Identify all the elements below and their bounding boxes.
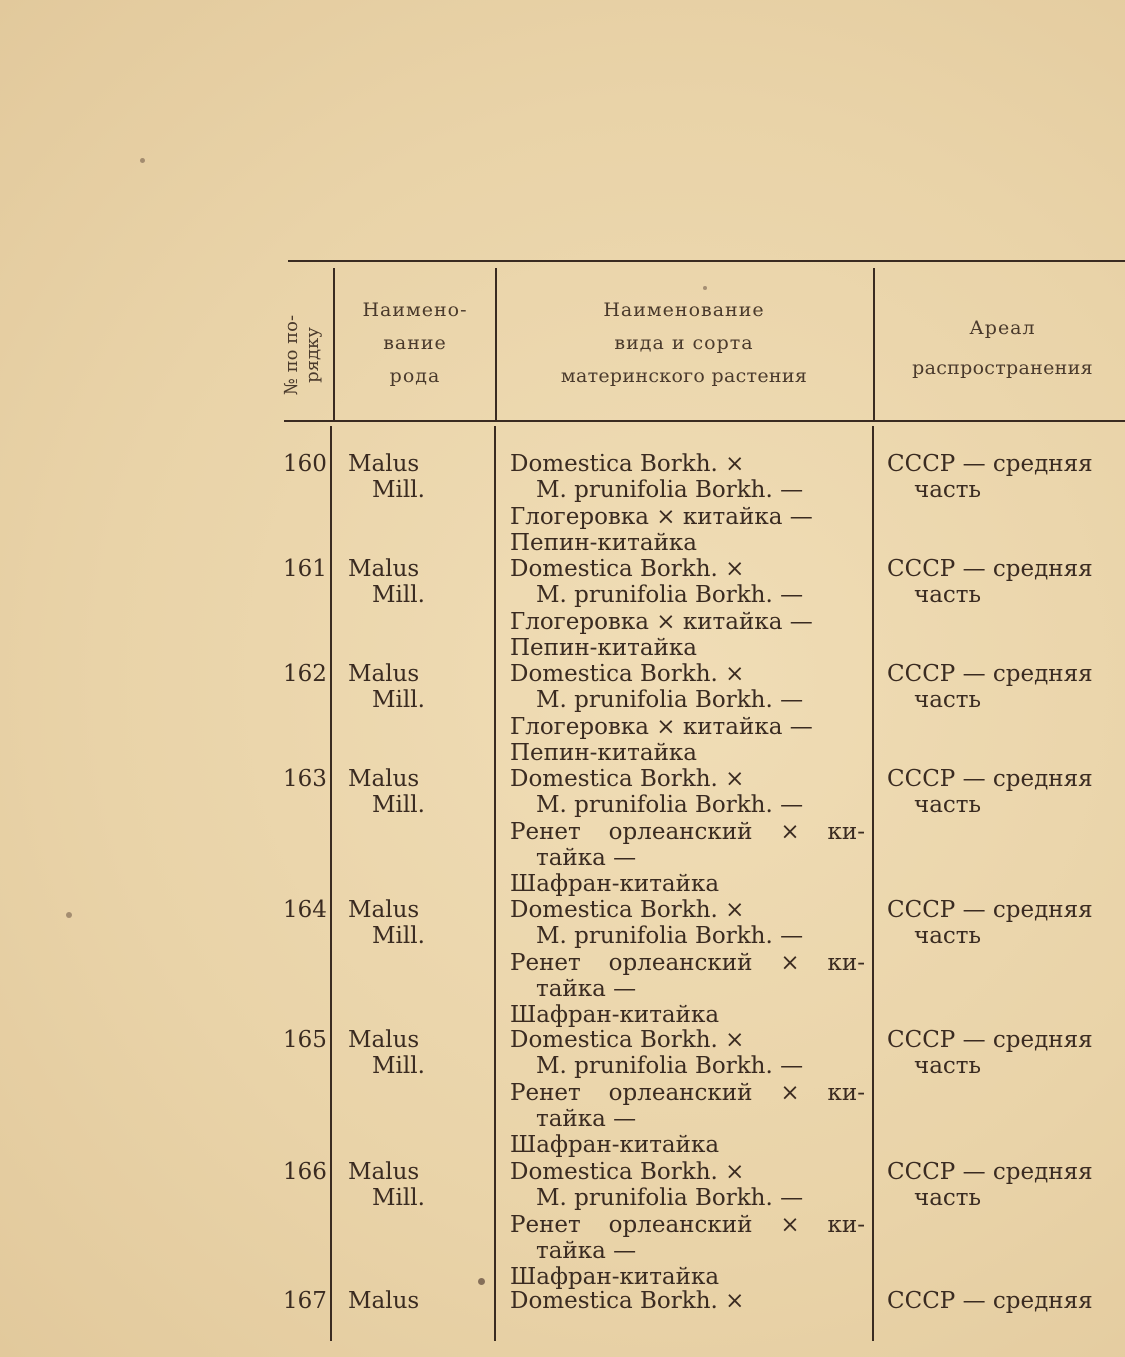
header-area: Ареал распространения — [912, 317, 1093, 379]
genus-cell: Malus Mill. — [348, 661, 425, 714]
row-number: 161 — [283, 556, 327, 582]
species-cell: Domestica Borkh. × — [510, 1288, 745, 1314]
genus-cell: Malus — [348, 1288, 420, 1314]
species-cell: Domestica Borkh. × M. prunifolia Borkh. — Ренет орлеанский × ки- тайка — Шафран-китайка — [510, 766, 865, 898]
genus-cell: Malus Mill. — [348, 556, 425, 609]
area-cell: СССР — средняя часть — [887, 661, 1093, 714]
area-cell: СССР — средняя часть — [887, 897, 1093, 950]
species-cell: Domestica Borkh. × M. prunifolia Borkh. — Ренет орлеанский × ки- тайка — Шафран-китайка — [510, 1159, 865, 1291]
species-cell: Domestica Borkh. × M. prunifolia Borkh. — Глогеровка × китайка — Пепин-китайка — [510, 661, 813, 766]
species-cell: Domestica Borkh. × M. prunifolia Borkh. — Ренет орлеанский × ки- тайка — Шафран-китайка — [510, 897, 865, 1029]
area-cell: СССР — средняя — [887, 1288, 1093, 1314]
header-species: Наименование вида и сорта материнского растения — [560, 299, 808, 387]
paper-speck — [140, 158, 145, 163]
area-cell: СССР — средняя часть — [887, 556, 1093, 609]
area-cell: СССР — средняя часть — [887, 1159, 1093, 1212]
column-divider — [330, 426, 332, 1341]
genus-cell: Malus Mill. — [348, 766, 425, 819]
species-cell: Domestica Borkh. × M. prunifolia Borkh. — Ренет орлеанский × ки- тайка — Шафран-китайка — [510, 1027, 865, 1159]
column-divider — [873, 268, 875, 420]
area-cell: СССР — средняя часть — [887, 766, 1093, 819]
row-number: 165 — [283, 1027, 327, 1053]
column-divider — [333, 268, 335, 420]
row-number: 166 — [283, 1159, 327, 1185]
header-number: № по по-рядку — [281, 314, 323, 396]
area-cell: СССР — средняя часть — [887, 1027, 1093, 1080]
genus-cell: Malus Mill. — [348, 451, 425, 504]
header-bottom-rule — [284, 420, 1125, 422]
genus-cell: Malus Mill. — [348, 1159, 425, 1212]
genus-cell: Malus Mill. — [348, 897, 425, 950]
column-divider — [872, 426, 874, 1341]
table-top-rule — [288, 260, 1125, 262]
paper-speck — [66, 912, 72, 918]
row-number: 160 — [283, 451, 327, 477]
genus-cell: Malus Mill. — [348, 1027, 425, 1080]
header-genus: Наимено- вание рода — [362, 299, 468, 387]
row-number: 163 — [283, 766, 327, 792]
paper-speck — [478, 1278, 485, 1285]
species-cell: Domestica Borkh. × M. prunifolia Borkh. — Глогеровка × китайка — Пепин-китайка — [510, 556, 813, 661]
column-divider — [494, 426, 496, 1341]
row-number: 167 — [283, 1288, 327, 1314]
area-cell: СССР — средняя часть — [887, 451, 1093, 504]
column-divider — [495, 268, 497, 420]
row-number: 164 — [283, 897, 327, 923]
row-number: 162 — [283, 661, 327, 687]
paper-speck — [703, 286, 707, 290]
species-cell: Domestica Borkh. × M. prunifolia Borkh. — Глогеровка × китайка — Пепин-китайка — [510, 451, 813, 556]
